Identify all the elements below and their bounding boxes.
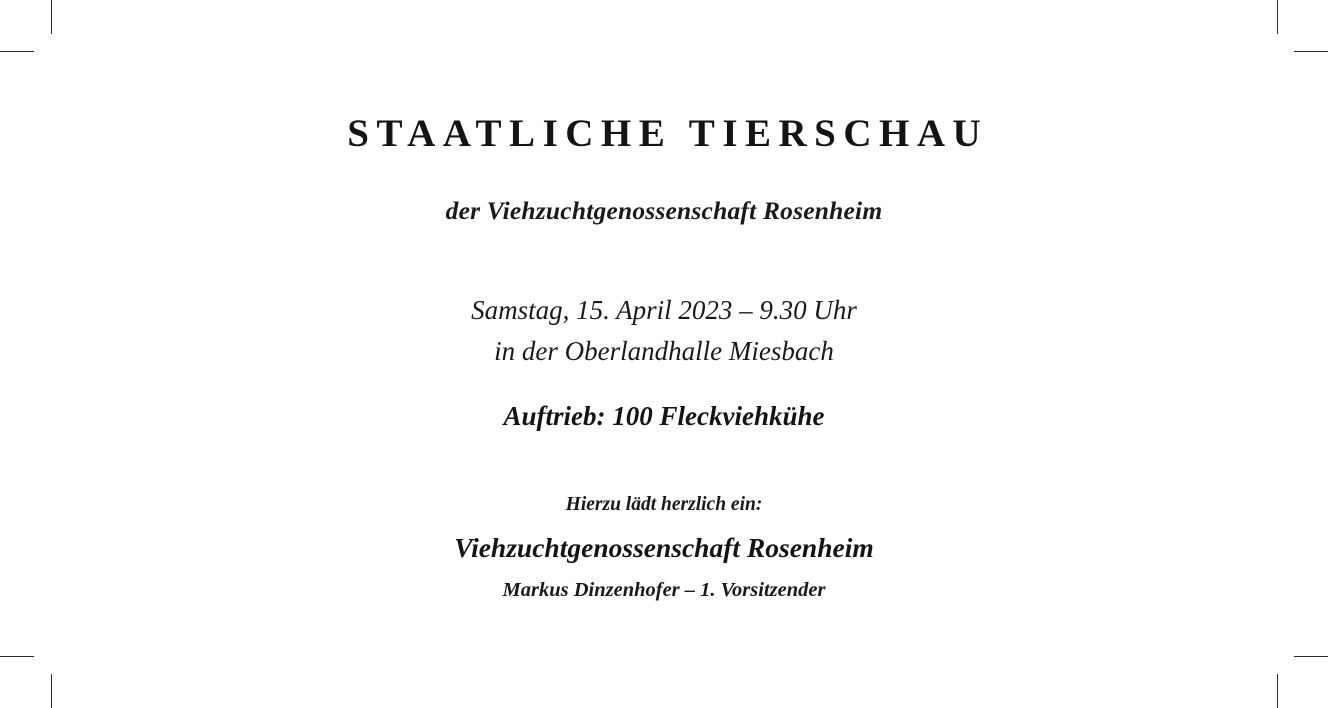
invitation-block [454,494,873,602]
invitation-person: Markus Dinzenhofer – 1. Vorsitzender [502,579,826,602]
page-title: STAATLICHE TIERSCHAU [347,112,989,155]
page-subtitle: der Viehzuchtgenossenschaft Rosenheim [445,196,883,226]
event-details [471,290,857,432]
event-auftrieb: Auftrieb: 100 Fleckviehkühe [503,401,825,432]
event-venue: in der Oberlandhalle Miesbach [494,336,834,367]
event-date-time: Samstag, 15. April 2023 – 9.30 Uhr [471,295,857,326]
invitation-organisation: Viehzuchtgenossenschaft Rosenheim [454,532,874,564]
invitation-intro: Hierzu lädt herzlich ein: [565,494,763,516]
